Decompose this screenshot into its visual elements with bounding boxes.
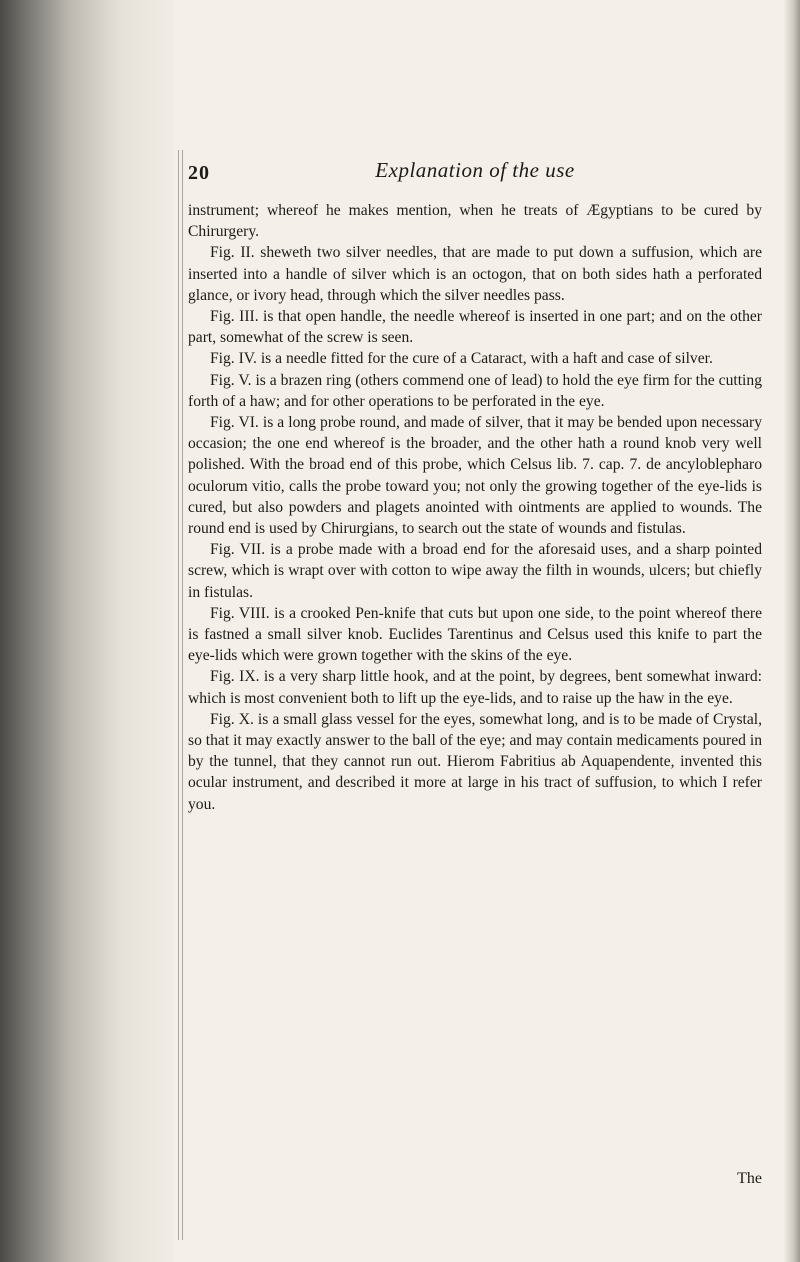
- paragraph-fig-2: Fig. II. sheweth two silver needles, that are made to put down a suffusion, which are inserted into a handle of silver which is an octogon, that on both sides hath a perforated glance, or ivory head, through which the silver needles pass.: [188, 244, 762, 304]
- paragraph-fig-3: Fig. III. is that open handle, the needle whereof is inserted in one part; and on the other part, somewhat of the screw is seen.: [188, 308, 762, 347]
- paragraph-fig-7: Fig. VII. is a probe made with a broad end for the aforesaid uses, and a sharp pointed screw, which is wrapt over with cotton to wipe away the filth in wounds, ulcers; but chiefly in fistulas.: [188, 541, 762, 601]
- paragraph-continued: instrument; whereof he makes mention, when he treats of Ægyptians to be cured by Chirurgery.: [188, 202, 762, 241]
- catchword: The: [737, 1170, 762, 1187]
- text-page: [188, 152, 762, 1187]
- running-title: Explanation of the use: [375, 158, 575, 182]
- body-text: [188, 200, 762, 815]
- book-binding-shadow: [0, 0, 175, 1262]
- paragraph-fig-5: Fig. V. is a brazen ring (others commend one of lead) to hold the eye firm for the cutting forth of a haw; and for other operations to be perforated in the eye.: [188, 371, 762, 410]
- gutter-rule: [182, 150, 183, 1240]
- gutter-rule: [178, 150, 179, 1240]
- paragraph-fig-10: Fig. X. is a small glass vessel for the eyes, somewhat long, and is to be made of Crystal, so that it may exactly answer to the ball of the eye; and may contain medicaments poured in by the tunnel, that they cannot run out. Hierom Fabritius ab Aquapendente, invented this ocular instrument, and described it more at large in his tract of suffusion, to which I refer you.: [188, 710, 762, 813]
- page-number: 20: [188, 162, 210, 184]
- paragraph-fig-9: Fig. IX. is a very sharp little hook, and at the point, by degrees, bent somewhat inward: which is most convenient both to lift up the eye-lids, and to raise up the haw in the eye.: [188, 668, 762, 707]
- page-header: [188, 152, 762, 192]
- paragraph-fig-4: Fig. IV. is a needle fitted for the cure of a Cataract, with a haft and case of silver.: [210, 350, 713, 368]
- paragraph-fig-8: Fig. VIII. is a crooked Pen-knife that cuts but upon one side, to the point whereof there is fastned a small silver knob. Euclides Tarentinus and Celsus used this knife to part the eye-lids which were grown together with the skins of the eye.: [188, 604, 762, 665]
- page-edge-shadow: [784, 0, 800, 1262]
- paragraph-fig-6: Fig. VI. is a long probe round, and made of silver, that it may be bended upon necessary occasion; the one end whereof is the broader, and the other hath a round knob very well polished. With the broad end of this probe, which Celsus lib. 7. cap. 7. de ancyloblepharo oculorum vitio, calls the probe toward you; not only the growing together of the eye-lids is cured, but also powders and plagets anointed with ointments are applied to wounds. The round end is used by Chirurgians, to search out the state of wounds and fistulas.: [188, 414, 762, 538]
